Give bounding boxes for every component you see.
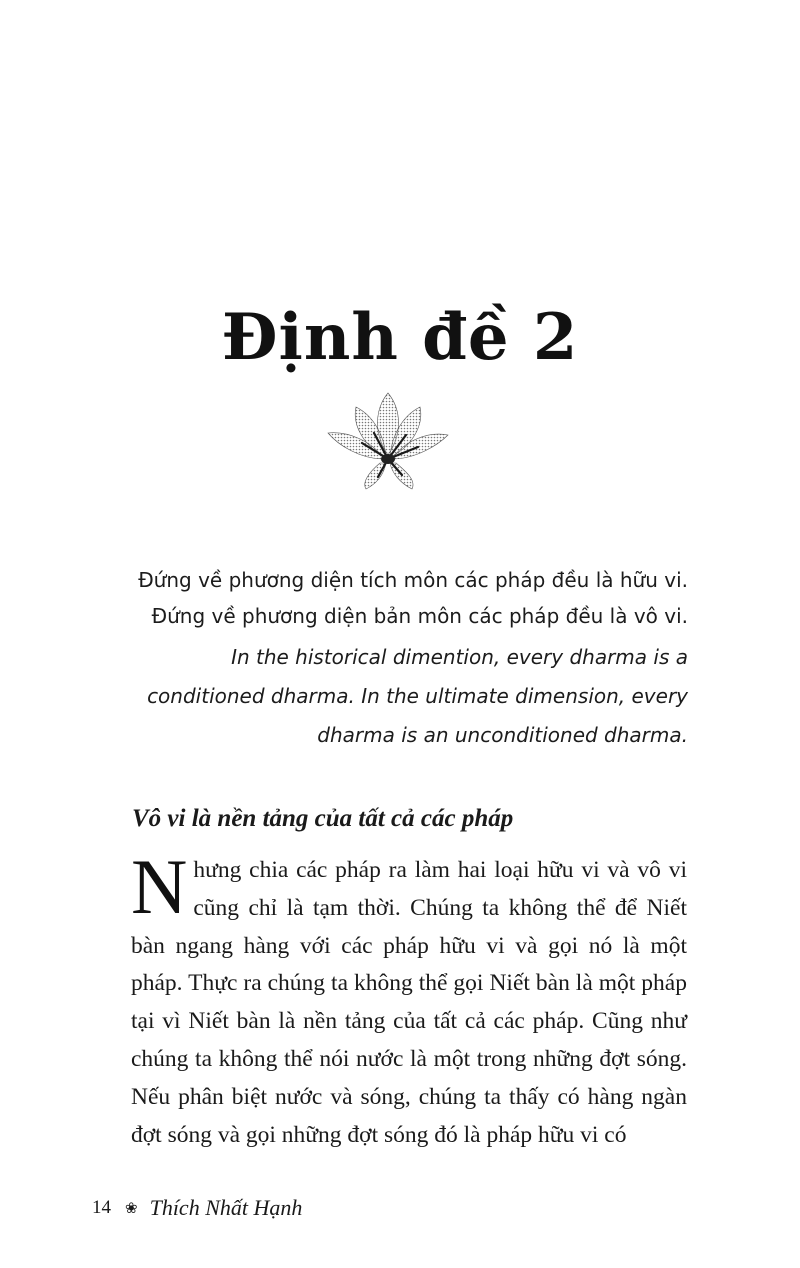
chapter-title: Định đề 2 bbox=[221, 300, 579, 375]
drop-cap: N bbox=[131, 843, 188, 930]
author-name: Thích Nhất Hạnh bbox=[149, 1195, 303, 1220]
page-number: 14 bbox=[92, 1197, 111, 1218]
body-paragraph-text: hưng chia các pháp ra làm hai loại hữu vi và vô vi cũng chỉ là tạm thời. Chúng ta không thể để Niết bàn ngang hàng với các pháp hữu vi và gọi nó là một pháp. Thực ra chúng ta không thể gọi Niết bàn là một pháp tại vì Niết bàn là nền tảng của tất cả các pháp. Cũng như chúng ta không thể nói nước là một trong những đợt sóng. Nếu phân biệt nước và sóng, chúng ta thấy có hàng ngàn đợt sóng và gọi những đợt sóng đó là pháp hữu vi có bbox=[131, 857, 687, 1148]
vietnamese-quote: Đứng về phương diện tích môn các pháp đều là hữu vi. Đứng về phương diện bản môn các pháp đều là vô vi. bbox=[138, 568, 688, 628]
flower-ornament-icon: ❀ bbox=[125, 1200, 138, 1217]
section-heading: Vô vi là nền tảng của tất cả các pháp bbox=[132, 805, 514, 832]
english-quote: In the historical dimention, every dharma is a conditioned dharma. In the ultimate dimension, every dharma is an unconditioned dharma. bbox=[147, 645, 688, 747]
body-paragraph bbox=[131, 843, 687, 1154]
lotus-flower-illustration bbox=[322, 385, 454, 490]
page-footer bbox=[92, 1195, 302, 1221]
